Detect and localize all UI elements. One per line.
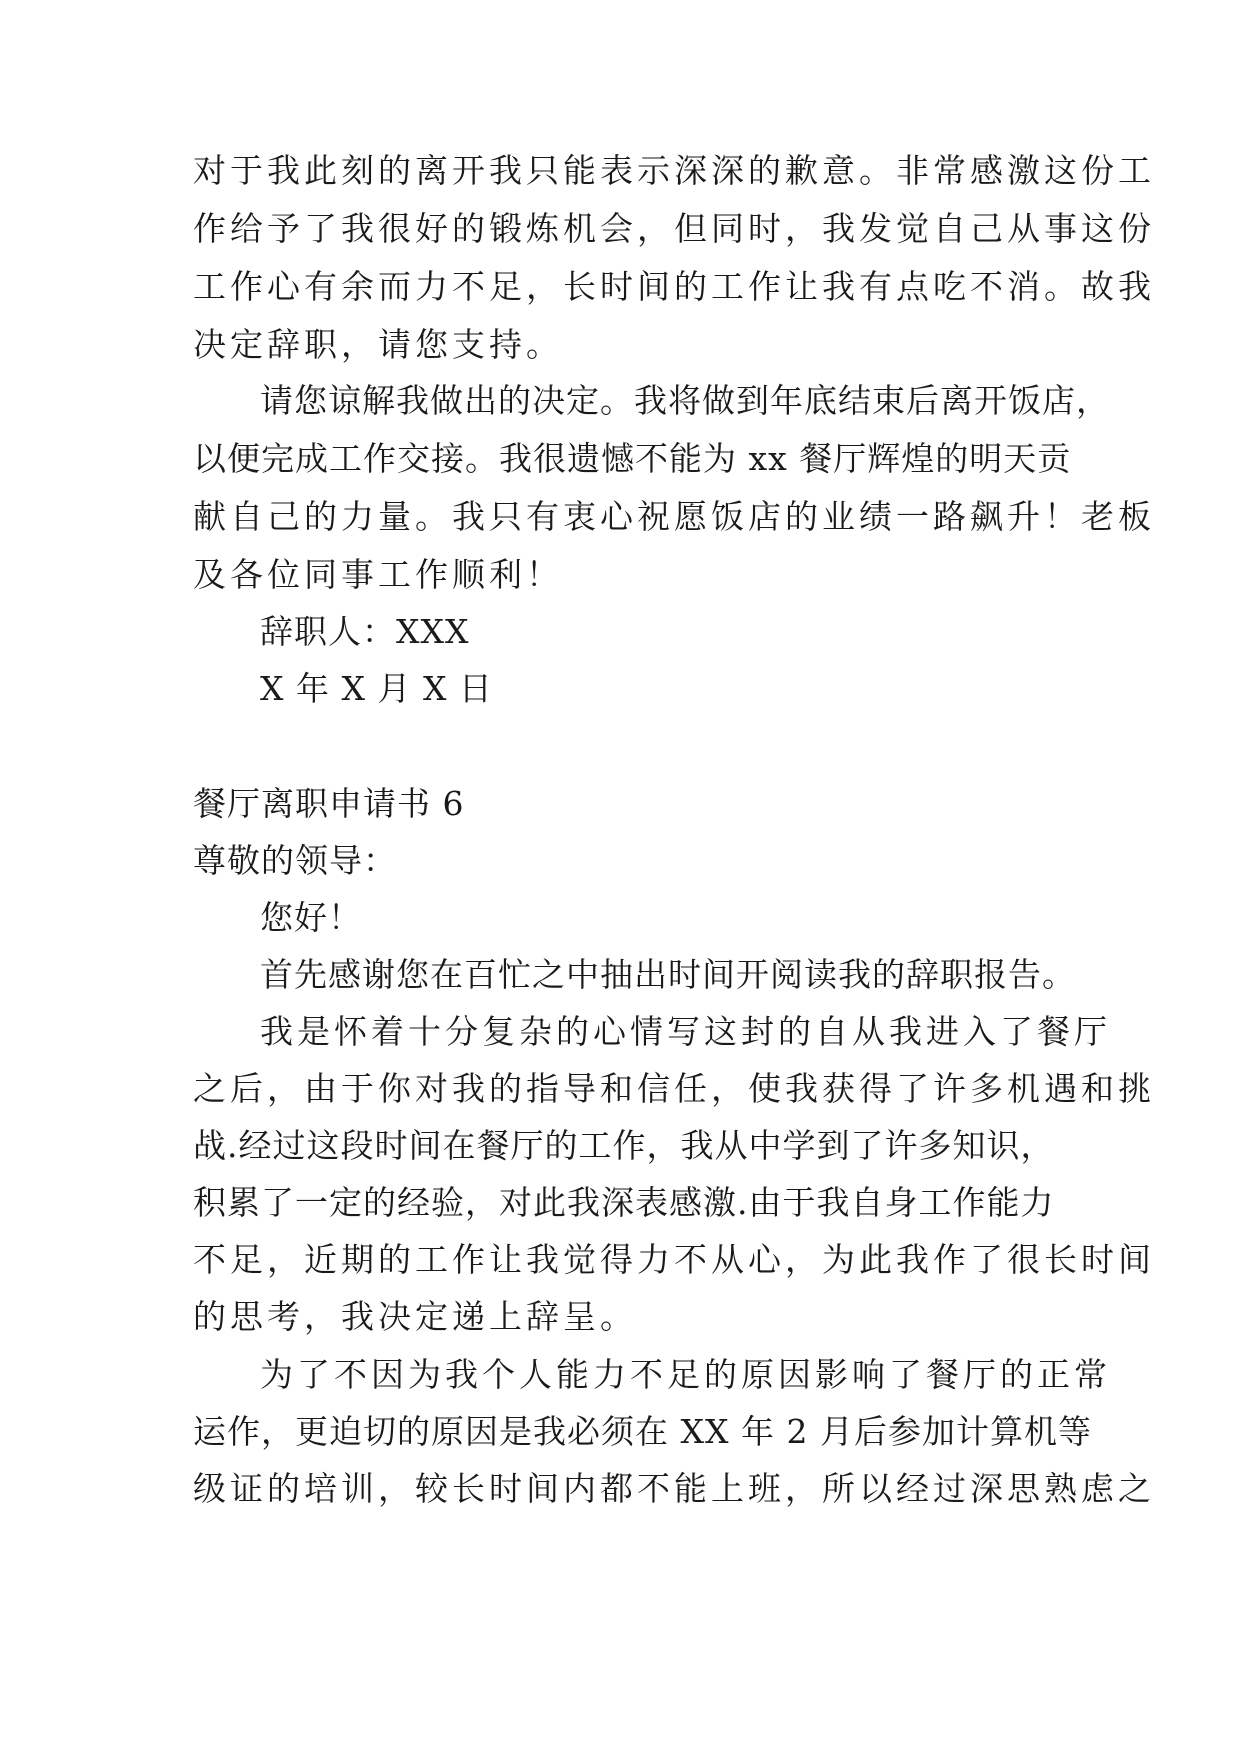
text-line: 献自己的力量。我只有衷心祝愿饭店的业绩一路飙升！老板 [193, 497, 1155, 536]
text-line: 作给予了我很好的锻炼机会，但同时，我发觉自己从事这份 [193, 209, 1155, 248]
text-line: 决定辞职，请您支持。 [193, 325, 563, 364]
section-title: 餐厅离职申请书 6 [193, 784, 465, 823]
text-line: 对于我此刻的离开我只能表示深深的歉意。非常感激这份工 [193, 151, 1155, 190]
text-line: 请您谅解我做出的决定。我将做到年底结束后离开饭店， [260, 381, 1110, 420]
text-line: 之后，由于你对我的指导和信任，使我获得了许多机遇和挑 [193, 1069, 1155, 1108]
text-line: 战.经过这段时间在餐厅的工作，我从中学到了许多知识， [193, 1126, 1055, 1165]
text-line: 运作，更迫切的原因是我必须在 XX 年 2 月后参加计算机等 [193, 1412, 1092, 1451]
text-line: 的思考，我决定递上辞呈。 [193, 1297, 637, 1336]
text-line: 以便完成工作交接。我很遗憾不能为 xx 餐厅辉煌的明天贡 [193, 439, 1072, 478]
text-line: 积累了一定的经验，对此我深表感激.由于我自身工作能力 [193, 1183, 1055, 1222]
text-line: 及各位同事工作顺利！ [193, 555, 563, 594]
date-line: X 年 X 月 X 日 [260, 669, 493, 708]
text-line: 工作心有余而力不足，长时间的工作让我有点吃不消。故我 [193, 267, 1155, 306]
salutation: 尊敬的领导： [193, 841, 397, 880]
text-line: 我是怀着十分复杂的心情写这封的自从我进入了餐厅 [260, 1012, 1111, 1051]
text-line: 首先感谢您在百忙之中抽出时间开阅读我的辞职报告。 [260, 955, 1076, 994]
text-line: 级证的培训，较长时间内都不能上班，所以经过深思熟虑之 [193, 1469, 1155, 1508]
signer-line: 辞职人：XXX [260, 612, 470, 651]
text-line: 为了不因为我个人能力不足的原因影响了餐厅的正常 [260, 1355, 1111, 1394]
text-line: 不足，近期的工作让我觉得力不从心，为此我作了很长时间 [193, 1240, 1155, 1279]
greeting: 您好！ [260, 898, 362, 937]
